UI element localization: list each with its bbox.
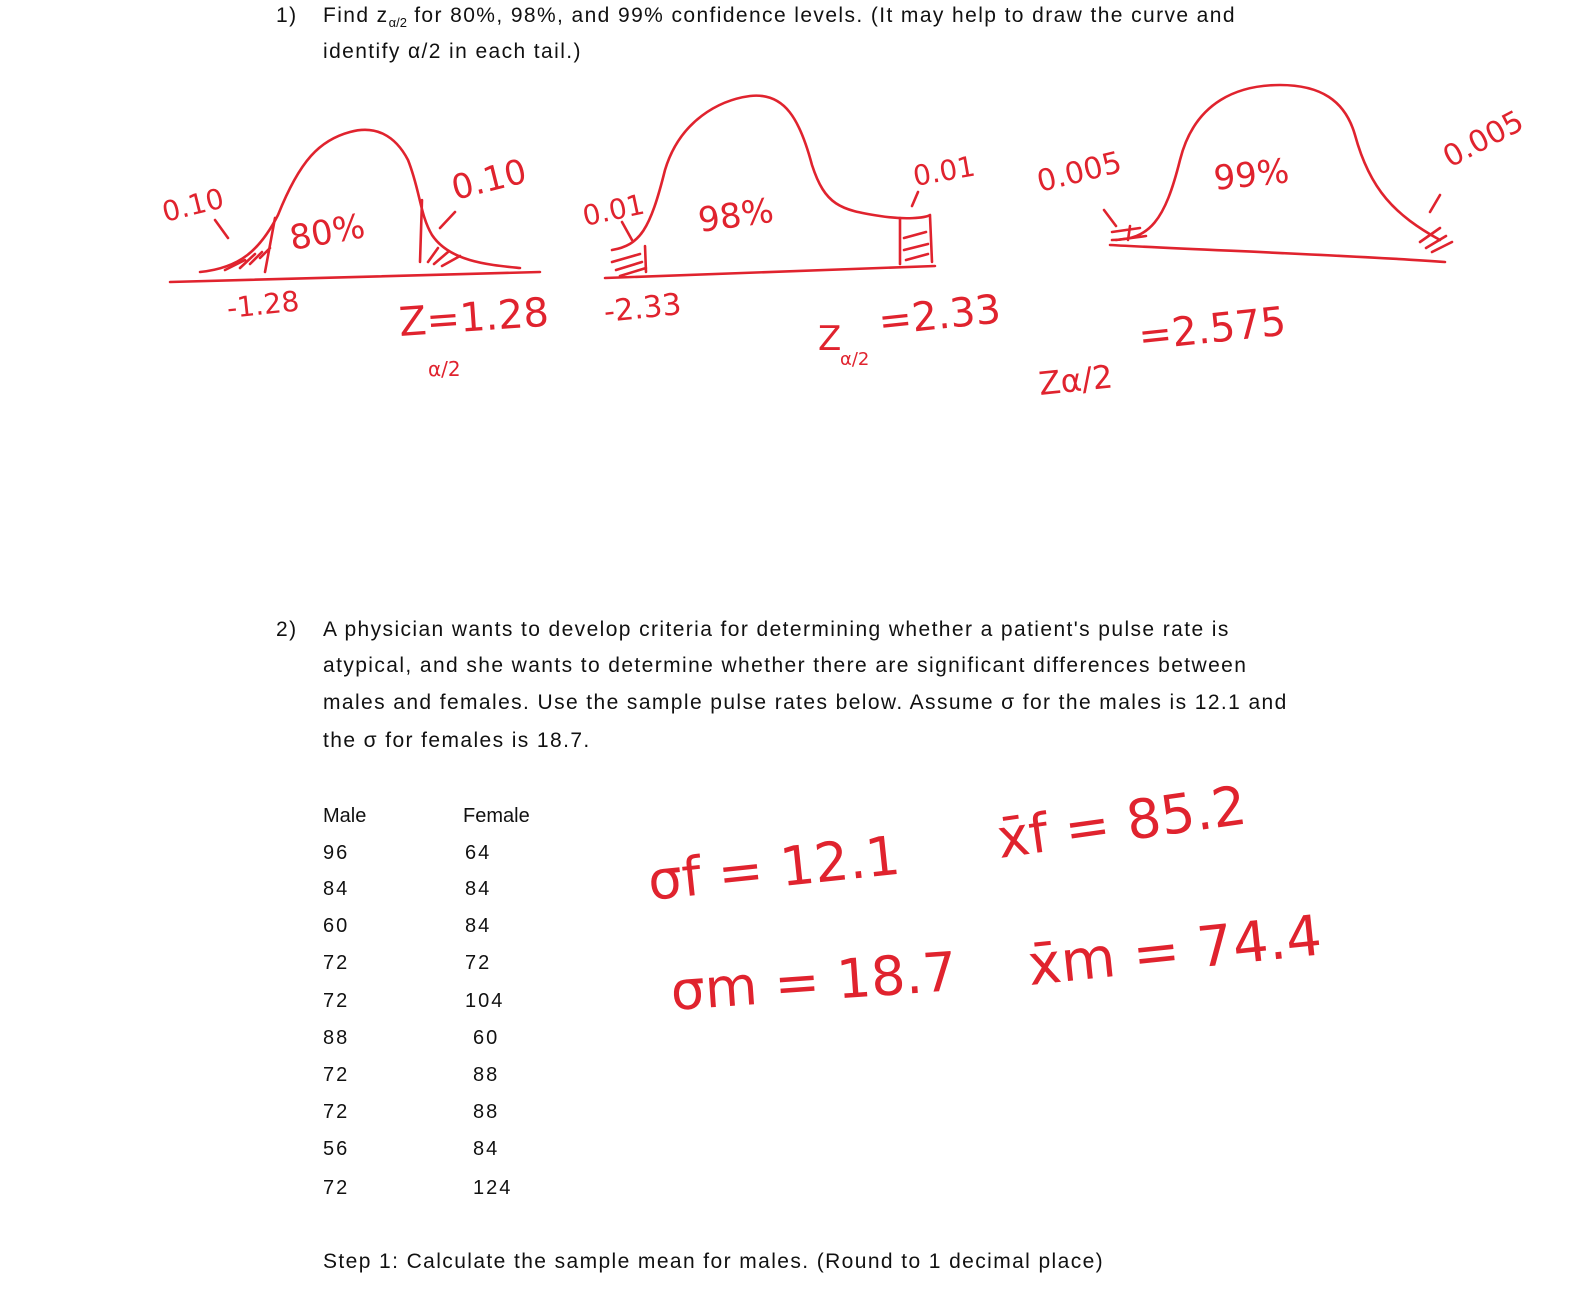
male-value: 84 [323, 878, 350, 900]
c1-sub: α/2 [428, 357, 461, 381]
c3-val: =2.575 [1136, 298, 1289, 360]
male-value: 72 [323, 990, 350, 1012]
q1-subscript: α/2 [388, 15, 407, 31]
male-value: 56 [323, 1138, 350, 1160]
curve-80 [170, 130, 540, 282]
c2-pct: 98% [695, 190, 777, 241]
q1-line2: identify α/2 in each tail.) [323, 40, 582, 63]
male-value: 96 [323, 842, 350, 864]
female-value: 104 [465, 990, 505, 1012]
q1-line1-post: for 80%, 98%, and 99% confidence levels. (It may help to draw the curve and [406, 4, 1236, 27]
xbar-f: x̄f = 85.2 [993, 773, 1251, 871]
c1-left-tail: 0.10 [158, 181, 228, 229]
female-value: 64 [465, 842, 492, 864]
c3-z: Zα/2 [1036, 357, 1115, 403]
step1-text: Step 1: Calculate the sample mean for males. (Round to 1 decimal place) [323, 1250, 1105, 1273]
c2-right-tail: 0.01 [910, 149, 978, 193]
female-header: Female [463, 805, 530, 827]
c1-pct: 80% [286, 206, 368, 259]
female-value: 88 [473, 1064, 500, 1086]
female-value: 124 [473, 1177, 513, 1199]
c2-val: =2.33 [876, 286, 1003, 345]
c1-z: Z=1.28 [397, 289, 551, 346]
male-value: 88 [323, 1027, 350, 1049]
c1-neg: -1.28 [225, 284, 301, 325]
q1-line1-pre: Find z [323, 4, 389, 27]
male-value: 72 [323, 952, 350, 974]
male-value: 60 [323, 915, 350, 937]
female-value: 72 [465, 952, 492, 974]
male-header: Male [323, 805, 367, 827]
female-value: 84 [465, 915, 492, 937]
female-value: 84 [465, 878, 492, 900]
q1-number: 1) [276, 4, 298, 27]
c3-left-tail: 0.005 [1033, 145, 1126, 200]
male-value: 72 [323, 1101, 350, 1123]
q2-line-4: the σ for females is 18.7. [323, 729, 591, 752]
c1-right-tail: 0.10 [447, 151, 531, 209]
c2-neg: -2.33 [602, 287, 684, 330]
c3-pct: 99% [1211, 151, 1292, 199]
q2-line-2: atypical, and she wants to determine whether there are significant differences between [323, 654, 1248, 677]
female-value: 60 [473, 1027, 500, 1049]
q2-line-1: A physician wants to develop criteria for determining whether a patient's pulse rate is [323, 618, 1230, 641]
c2-sub: α/2 [840, 349, 870, 370]
c3-right-tail: 0.005 [1437, 103, 1530, 176]
curve-98 [605, 96, 935, 278]
xbar-m: x̄m = 74.4 [1024, 903, 1325, 999]
c2-left-tail: 0.01 [579, 187, 648, 233]
q2-number: 2) [276, 618, 298, 641]
sigma-f: σf = 12.1 [644, 823, 904, 913]
male-value: 72 [323, 1064, 350, 1086]
c2-z: Z [818, 319, 842, 359]
female-value: 84 [473, 1138, 500, 1160]
sigma-m: σm = 18.7 [668, 940, 959, 1023]
male-value: 72 [323, 1177, 350, 1199]
female-value: 88 [473, 1101, 500, 1123]
q2-line-3: males and females. Use the sample pulse rates below. Assume σ for the males is 12.1 and [323, 691, 1288, 714]
